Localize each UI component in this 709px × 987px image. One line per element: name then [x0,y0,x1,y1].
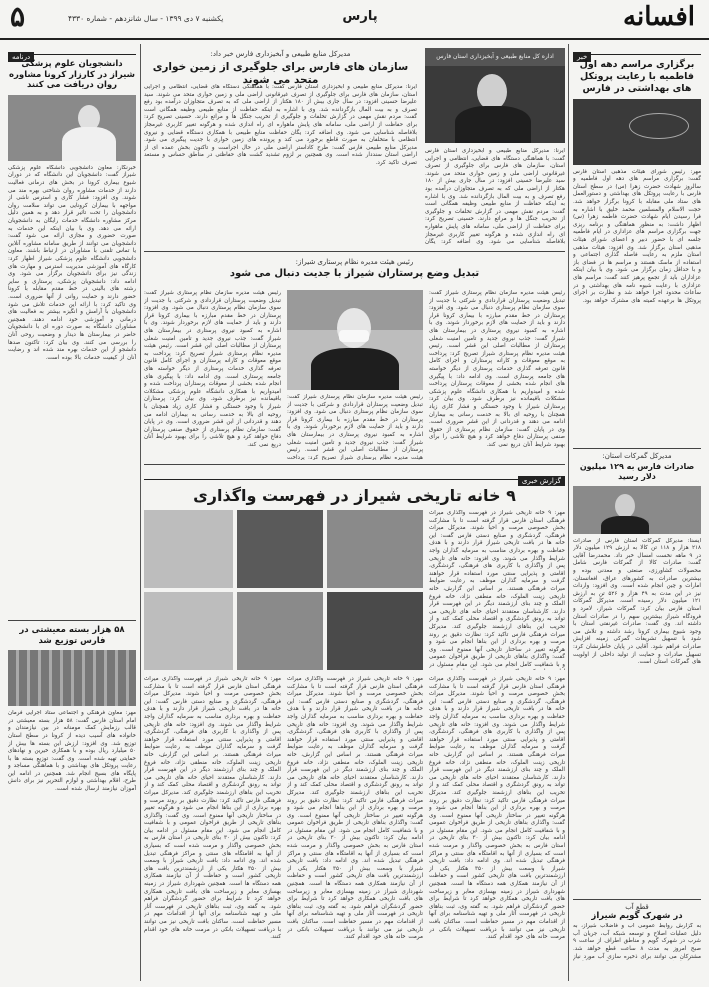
exports-body: ایسنا: مدیرکل گمرکات استان فارس از صادرات ۲۱۸ هزار و ۱۱۸ تن کالا به ارزش ۱۲۹ میلیون دلار در ۹ ماهه نخست امسال خبر داد. محمدرضا آقایی گفت: صادرات کالا از گمرکات فارس شامل محصولات کشاورزی، صنعتی و معدنی بوده و بیشترین صادرات به کشورهای عراق، افغانستان، امارات و چین انجام شده است. وی افزود: واردات نیز در این مدت به ۴۹ هزار و ۵۲۶ تن به ارزش ۱۲۱ میلیون دلار رسیده است. مدیرکل گمرکات استان فارس بیان کرد: گمرکات شیراز، لامرد و فرودگاه شیراز بیشترین سهم را در صادرات استان داشته اند. وی گفت: صادرات غیرنفتی استان با وجود شیوع بیماری کرونا رشد داشته و تلاش می شود با تسهیل تشریفات گمرکی زمینه افزایش صادرات فراهم شود. آقایی در پایان خاطرنشان کرد: تسهیل صادرات و حمایت از تولید داخلی از اولویت های گمرکات استان است. [573,537,701,666]
dateline: یکشنبه ۷ دی ۱۳۹۹ - سال شانزدهم - شماره ۴۳۳۰ [68,14,224,23]
heritage-headline: ۹ خانه تاریخی شیراز در فهرست واگذاری [193,486,516,505]
section-title: پارس [342,9,378,24]
nurses-kicker: رئیس هیئت مدیره نظام پرستاری شیراز: [295,258,414,266]
heritage-body-col3: مهر: ۹ خانه تاریخی شیراز در فهرست واگذاری میراث فرهنگی استان فارس قرار گرفته است تا با مشارکت بخش خصوصی مرمت و احیا شوند. مدیرکل میراث فرهنگی، گردشگری و صنایع دستی فارس گفت: این خانه ها در بافت تاریخی شیراز قرار دارند و با هدف حفاظت و بهره برداری مناسب به سرمایه گذاران واجد شرایط واگذار می شوند. وی افزود: خانه های تاریخی پس از واگذاری با کاربری های فرهنگی، گردشگری، اقامتی و پذیرایی سنتی مورد استفاده قرار خواهند گرفت و سرمایه گذاران موظف به رعایت ضوابط میراث فرهنگی هستند. بر اساس این گزارش، خانه تاریخی زینت الملوک، خانه منطقی نژاد، خانه فروغ الملک و چند بنای ارزشمند دیگر در این فهرست قرار دارند. کارشناسان معتقدند احیای خانه های تاریخی می تواند به رونق گردشگری و اقتصاد محلی کمک کند و از تخریب این بناهای ارزشمند جلوگیری کند. مدیرکل میراث فرهنگی فارس تاکید کرد: نظارت دقیق بر روند مرمت و بهره برداری از این بناها انجام می شود و هرگونه تغییر در ساختار تاریخی آنها ممنوع است. وی گفت: واگذاری بناهای تاریخی از طریق فراخوان عمومی و با شفافیت کامل انجام می شود. این مقام مسئول در ادامه بیان کرد: تاکنون بیش از ۳۰ بنای تاریخی در استان فارس به بخش خصوصی واگذار و مرمت شده است که بسیاری از آنها به اقامتگاه های سنتی و مراکز فرهنگی تبدیل شده اند. وی ادامه داد: بافت تاریخی شیراز با وسعت بیش از ۳۵۰ هکتار یکی از ارزشمندترین بافت های تاریخی کشور است و حفاظت از آن نیازمند همکاری همه دستگاه ها است. همچنین شهرداری شیراز در زمینه بهسازی معابر و زیرساخت های بافت تاریخی همکاری خواهد کرد تا شرایط برای حضور گردشگران فراهم شود. به گفته وی، ثبت بناهای تاریخی در فهرست آثار ملی و تهیه شناسنامه برای آنها از اقدامات مهم در مسیر حفاظت است. ساکنان بافت تاریخی نیز می توانند با دریافت تسهیلات بانکی در مرمت خانه های خود اقدام کنند. [144,676,281,941]
middle-column [144,44,565,981]
section-tag: خبر [573,52,591,62]
aid-packages-photo [8,650,136,706]
heritage-photo-hall [237,510,323,588]
land-story-header [144,48,417,87]
heritage-photo-pool [237,592,323,670]
left-tagbar [8,44,136,61]
aid-headline: ۵۸ هزار بسته معیشتی در فارس توزیع شد [19,624,125,646]
water-headline: در شهرک گویم شیراز [591,910,683,921]
nurses-body-left: رئیس هیئت مدیره سازمان نظام پرستاری شیراز گفت: تبدیل وضعیت پرستاران قراردادی و شرکتی با جدیت از سوی سازمان نظام پرستاری دنبال می شود. وی افزود: پرستاران در خط مقدم مبارزه با بیماری کرونا قرار دارند و باید از حمایت های لازم برخوردار شوند. وی با اشاره به کمبود نیروی پرستاری در بیمارستان های شیراز گفت: جذب نیروی جدید و تامین امنیت شغلی پرستاران از مطالبات اصلی این قشر است. رئیس هیئت مدیره نظام پرستاری شیراز تصریح کرد: پرداخت به موقع معوقات و کارانه پرستاران و اجرای کامل قانون تعرفه گذاری خدمات پرستاری از دیگر خواسته های جامعه پرستاری است. وی ادامه داد: با پیگیری های انجام شده بخشی از معوقات پرستاران پرداخت شده و امیدواریم با همکاری دانشگاه علوم پزشکی مشکلات باقیمانده نیز برطرف شود. وی بیان کرد: پرستاران شیراز با وجود خستگی و فشار کاری زیاد همچنان با روحیه ای بالا به خدمت رسانی به بیماران ادامه می دهند و قدردانی از این قشر ضروری است. وی در پایان گفت: سازمان نظام پرستاری از حقوق صنفی پرستاران دفاع خواهد کرد و هیچ تلاشی را برای بهبود شرایط آنان دریغ نمی کند. [144,290,281,448]
heritage-photo-interior [327,592,423,670]
calligraphy-emblem [629,113,689,139]
land-story-photo [425,48,565,143]
heritage-story [144,468,565,981]
masthead [0,0,709,40]
fatemiyeh-headline: برگزاری مراسم دهه اول فاطمیه با رعایت پروتکل های بهداشتی در فارس [579,59,695,94]
heritage-photo-courtyard [327,510,423,588]
water-kicker: قطع آب [625,902,649,911]
portrait-torso [601,516,649,534]
land-body: ایرنا: مدیرکل منابع طبیعی و آبخیزداری استان فارس گفت: با هماهنگی دستگاه های قضایی، انتظامی و اجرایی استان، سازمان های فارس برای جلوگیری از تصرف غیرقانونی اراضی ملی و زمین خواری متحد می شوند. سید علیرضا حسینی افزود: در سال جاری بیش از ۱۸۰ هکتار از اراضی ملی که به تصرف متجاوزان درآمده بود رفع تصرف و به بیت المال بازگردانده شد. وی با اشاره به اینکه حفاظت از منابع طبیعی وظیفه همگانی است گفت: مردم نقش مهمی در گزارش تخلفات و جلوگیری از تخریب جنگل ها و مراتع دارند. حسینی تصریح کرد: برای حفاظت از اراضی ملی، سامانه های پایش ماهواره ای راه اندازی شده و هرگونه تغییر کاربری غیرمجاز بلافاصله شناسایی می شود. وی اضافه کرد: یگان حفاظت منابع طبیعی با همکاری دستگاه قضایی و نیروی انتظامی با متخلفان به صورت قاطع برخورد می کند و پرونده های زمین خواری با جدیت پیگیری می شود. مدیرکل منابع طبیعی فارس گفت: طرح کاداستر اراضی ملی در حال اجراست و تاکنون بخش عمده ای از اراضی استان سنددار شده است. وی همچنین بر لزوم تشدید گشت های حفاظتی در مناطق حساس و مستعد تصرف تاکید کرد. [144,84,417,166]
student-gown [62,127,116,161]
nurses-body: رئیس هیئت مدیره سازمان نظام پرستاری شیراز گفت: تبدیل وضعیت پرستاران قراردادی و شرکتی با جدیت از سوی سازمان نظام پرستاری دنبال می شود. وی افزود: پرستاران در خط مقدم مبارزه با بیماری کرونا قرار دارند و باید از حمایت های لازم برخوردار شوند. وی با اشاره به کمبود نیروی پرستاری در بیمارستان های شیراز گفت: جذب نیروی جدید و تامین امنیت شغلی پرستاران از مطالبات اصلی این قشر است. رئیس هیئت مدیره نظام پرستاری شیراز تصریح کرد: پرداخت به موقع معوقات و کارانه پرستاران و اجرای کامل قانون تعرفه گذاری خدمات پرستاری از دیگر خواسته های جامعه پرستاری است. وی ادامه داد: با پیگیری های انجام شده بخشی از معوقات پرستاران پرداخت شده و امیدواریم با همکاری دانشگاه علوم پزشکی مشکلات باقیمانده نیز برطرف شود. وی بیان کرد: پرستاران شیراز با وجود خستگی و فشار کاری زیاد همچنان با روحیه ای بالا به خدمت رسانی به بیماران ادامه می دهند و قدردانی از این قشر ضروری است. وی در پایان گفت: سازمان نظام پرستاری از حقوق صنفی پرستاران دفاع خواهد کرد و هیچ تلاشی را برای بهبود شرایط آنان دریغ نمی کند. [429,290,565,448]
left-column [8,44,136,981]
land-body-continued: ایرنا: مدیرکل منابع طبیعی و آبخیزداری استان فارس گفت: با هماهنگی دستگاه های قضایی، انتظامی و اجرایی استان، سازمان های فارس برای جلوگیری از تصرف غیرقانونی اراضی ملی و زمین خواری متحد می شوند. سید علیرضا حسینی افزود: در سال جاری بیش از ۱۸۰ هکتار از اراضی ملی که به تصرف متجاوزان درآمده بود رفع تصرف و به بیت المال بازگردانده شد. وی با اشاره به اینکه حفاظت از منابع طبیعی وظیفه همگانی است گفت: مردم نقش مهمی در گزارش تخلفات و جلوگیری از تخریب جنگل ها و مراتع دارند. حسینی تصریح کرد: برای حفاظت از اراضی ملی، سامانه های پایش ماهواره ای راه اندازی شده و هرگونه تغییر کاربری غیرمجاز بلافاصله شناسایی می شود. وی اضافه کرد: یگان [425,148,565,246]
page-number: ۵ [10,0,26,33]
portrait-torso [455,106,531,143]
land-headline: سازمان های فارس برای جلوگیری از زمین خواری متحد می شوند [152,61,409,87]
divider [573,448,701,449]
divider [144,251,565,252]
land-story [144,44,565,249]
students-body: خبرنگار: معاون دانشجویی دانشگاه علوم پزشکی شیراز گفت: دانشجویان این دانشگاه که در دوران شیوع بیماری کرونا در بخش های درمانی فعالیت دارند از خدمات مشاوره روان شناختی بهره مند می شوند. وی افزود: فشار کاری و استرس ناشی از مواجهه با بیماران کرونایی می تواند سلامت روان دانشجویان را تحت تاثیر قرار دهد و به همین دلیل مرکز مشاوره دانشگاه خدمات رایگان به دانشجویان ارائه می دهد. وی با بیان اینکه این خدمات به صورت حضوری و مجازی ارائه می شود گفت: دانشجویان می توانند از طریق سامانه مشاوره آنلاین یا تماس تلفنی با مشاوران در ارتباط باشند. معاون دانشجویی دانشگاه علوم پزشکی شیراز اظهار کرد: کارگاه های آموزشی مدیریت استرس و مهارت های زندگی نیز برای دانشجویان برگزار می شود. وی ادامه داد: دانشجویان پزشکی، پرستاری و سایر رشته های بالینی در خط مقدم مقابله با کرونا حضور دارند و حمایت روانی از آنها ضروری است. وی تاکید کرد: با ارائه این خدمات تلاش می شود دانشجویان با آرامش و انگیزه بیشتر به فعالیت های درمانی و آموزشی خود ادامه دهند. همچنین مشاوران دانشگاه به صورت دوره ای با دانشجویان حاضر در بیمارستان ها دیدار و وضعیت روحی آنان را بررسی می کنند. وی بیان کرد: تاکنون صدها دانشجو از این خدمات بهره مند شده اند و رضایت آنان از کیفیت خدمات بالا بوده است. [8,164,136,361]
column-rule [568,44,569,981]
face-mask [339,330,369,342]
fatemiyeh-body: مهر: رئیس شورای هیئات مذهبی استان فارس گفت: برگزاری مراسم های دهه اول فاطمیه و سالروز شهادت حضرت زهرا (س) در سطح استان فارس با رعایت پروتکل های بهداشتی و دستورالعمل های ستاد ملی مقابله با کرونا برگزار خواهد شد. حجت الاسلام والمسلمین محمد خلیق با اشاره به فرا رسیدن ایام شهادت حضرت فاطمه زهرا (س) اظهار داشت: به منظور هماهنگی و برنامه ریزی جهت برگزاری مراسم های عزاداری در ایام فاطمیه جلسه ای با حضور دبیر و اعضای شورای هیئات مذهبی استان برگزار شد. وی افزود: هیئات مذهبی استان ملزم به رعایت فاصله گذاری اجتماعی و استفاده از ماسک هستند و مراسم ها در فضای باز و با حداقل زمان برگزار می شود. وی با بیان اینکه عزاداران باید از تجمع پرهیز کنند گفت: مراسم های عزاداری با رعایت شیوه نامه های بهداشتی و در ساعات محدود اجرا خواهد شد و نظارت بر اجرای پروتکل ها برعهده کمیته های مشترک خواهد بود. [573,168,701,304]
exports-kicker: مدیرکل گمرکات استان: [602,451,672,460]
exports-photo [573,486,701,534]
heritage-body-intro: مهر: ۹ خانه تاریخی شیراز در فهرست واگذاری میراث فرهنگی استان فارس قرار گرفته است تا با مشارکت بخش خصوصی مرمت و احیا شوند. مدیرکل میراث فرهنگی، گردشگری و صنایع دستی فارس گفت: این خانه ها در بافت تاریخی شیراز قرار دارند و با هدف حفاظت و بهره برداری مناسب به سرمایه گذاران واجد شرایط واگذار می شوند. وی افزود: خانه های تاریخی پس از واگذاری با کاربری های فرهنگی، گردشگری، اقامتی و پذیرایی سنتی مورد استفاده قرار خواهند گرفت و سرمایه گذاران موظف به رعایت ضوابط میراث فرهنگی هستند. بر اساس این گزارش، خانه تاریخی زینت الملوک، خانه منطقی نژاد، خانه فروغ الملک و چند بنای ارزشمند دیگر در این فهرست قرار دارند. کارشناسان معتقدند احیای خانه های تاریخی می تواند به رونق گردشگری و اقتصاد محلی کمک کند و از تخریب این بناهای ارزشمند جلوگیری کند. مدیرکل میراث فرهنگی فارس تاکید کرد: نظارت دقیق بر روند مرمت و بهره برداری از این بناها انجام می شود و هرگونه تغییر در ساختار تاریخی آنها ممنوع است. وی گفت: واگذاری بناهای تاریخی از طریق فراخوان عمومی و با شفافیت کامل انجام می شود. این مقام مسئول در [429,510,565,668]
right-tagbar [573,44,701,61]
portrait-face [337,308,371,348]
nurses-story [144,256,565,462]
right-column [573,44,701,981]
column-rule [140,44,141,981]
report-tag: گزارش خبری [518,476,565,486]
heritage-body-col1: مهر: ۹ خانه تاریخی شیراز در فهرست واگذاری میراث فرهنگی استان فارس قرار گرفته است تا با مشارکت بخش خصوصی مرمت و احیا شوند. مدیرکل میراث فرهنگی، گردشگری و صنایع دستی فارس گفت: این خانه ها در بافت تاریخی شیراز قرار دارند و با هدف حفاظت و بهره برداری مناسب به سرمایه گذاران واجد شرایط واگذار می شوند. وی افزود: خانه های تاریخی پس از واگذاری با کاربری های فرهنگی، گردشگری، اقامتی و پذیرایی سنتی مورد استفاده قرار خواهند گرفت و سرمایه گذاران موظف به رعایت ضوابط میراث فرهنگی هستند. بر اساس این گزارش، خانه تاریخی زینت الملوک، خانه منطقی نژاد، خانه فروغ الملک و چند بنای ارزشمند دیگر در این فهرست قرار دارند. کارشناسان معتقدند احیای خانه های تاریخی می تواند به رونق گردشگری و اقتصاد محلی کمک کند و از تخریب این بناهای ارزشمند جلوگیری کند. مدیرکل میراث فرهنگی فارس تاکید کرد: نظارت دقیق بر روند مرمت و بهره برداری از این بناها انجام می شود و هرگونه تغییر در ساختار تاریخی آنها ممنوع است. وی گفت: واگذاری بناهای تاریخی از طریق فراخوان عمومی و با شفافیت کامل انجام می شود. این مقام مسئول در ادامه بیان کرد: تاکنون بیش از ۳۰ بنای تاریخی در استان فارس به بخش خصوصی واگذار و مرمت شده است که بسیاری از آنها به اقامتگاه های سنتی و مراکز فرهنگی تبدیل شده اند. وی ادامه داد: بافت تاریخی شیراز با وسعت بیش از ۳۵۰ هکتار یکی از ارزشمندترین بافت های تاریخی کشور است و حفاظت از آن نیازمند همکاری همه دستگاه ها است. همچنین شهرداری شیراز در زمینه بهسازی معابر و زیرساخت های بافت تاریخی همکاری خواهد کرد تا شرایط برای حضور گردشگران فراهم شود. به گفته وی، ثبت بناهای تاریخی در فهرست آثار ملی و تهیه شناسنامه برای آنها از اقدامات مهم در مسیر حفاظت است. ساکنان بافت تاریخی نیز می توانند با دریافت تسهیلات بانکی در مرمت خانه های خود اقدام کنند. [429,676,565,941]
students-headline: دانشجویان علوم پزشکی شیراز در کارزار کرونا مشاوره روان دریافت می کنند [9,59,135,91]
heritage-tagbar [144,468,565,485]
exports-headline: صادرات فارس به ۱۲۹ میلیون دلار رسید [579,461,695,481]
photo-sign: اداره کل منابع طبیعی و آبخیزداری استان فارس [425,48,565,66]
section-tag: درنامه [8,52,34,62]
portrait-face [477,74,507,110]
fatemiyeh-photo [573,99,701,165]
students-photo [8,95,136,161]
nurses-body-mid: رئیس هیئت مدیره سازمان نظام پرستاری شیراز گفت: تبدیل وضعیت پرستاران قراردادی و شرکتی با جدیت از سوی سازمان نظام پرستاری دنبال می شود. وی افزود: پرستاران در خط مقدم مبارزه با بیماری کرونا قرار دارند و باید از حمایت های لازم برخوردار شوند. وی با اشاره به کمبود نیروی پرستاری در بیمارستان های شیراز گفت: جذب نیروی جدید و تامین امنیت شغلی پرستاران از مطالبات اصلی این قشر است. رئیس هیئت مدیره نظام پرستاری شیراز تصریح کرد: پرداخت [287,394,423,460]
divider [8,620,136,621]
portrait-torso [311,348,399,390]
nurses-headline: تبدیل وضع پرستاران شیراز با جدیت دنبال می شود [229,268,480,279]
newspaper-logo: افسانه [623,2,695,32]
aid-body: مهر: معاون فرهنگی و اجتماعی ستاد اجرایی فرمان امام استان فارس گفت: ۵۸ هزار بسته معیشتی در قالب رزمایش کمک مومنانه در بین نیازمندان و خانواده های آسیب دیده از کرونا در سطح استان توزیع شد. وی افزود: ارزش این بسته ها بیش از ۵۰ میلیارد ریال بوده و با همکاری خیرین و نهادهای حمایتی تهیه شده است. وی گفت: توزیع بسته ها با رعایت پروتکل های بهداشتی و با هماهنگی مساجد و پایگاه های بسیج انجام شد. همچنین در ادامه این طرح، اقلام بهداشتی و لوازم التحریر نیز برای دانش آموزان نیازمند ارسال شده است. [8,710,136,793]
heritage-body-col2: مهر: ۹ خانه تاریخی شیراز در فهرست واگذاری میراث فرهنگی استان فارس قرار گرفته است تا با مشارکت بخش خصوصی مرمت و احیا شوند. مدیرکل میراث فرهنگی، گردشگری و صنایع دستی فارس گفت: این خانه ها در بافت تاریخی شیراز قرار دارند و با هدف حفاظت و بهره برداری مناسب به سرمایه گذاران واجد شرایط واگذار می شوند. وی افزود: خانه های تاریخی پس از واگذاری با کاربری های فرهنگی، گردشگری، اقامتی و پذیرایی سنتی مورد استفاده قرار خواهند گرفت و سرمایه گذاران موظف به رعایت ضوابط میراث فرهنگی هستند. بر اساس این گزارش، خانه تاریخی زینت الملوک، خانه منطقی نژاد، خانه فروغ الملک و چند بنای ارزشمند دیگر در این فهرست قرار دارند. کارشناسان معتقدند احیای خانه های تاریخی می تواند به رونق گردشگری و اقتصاد محلی کمک کند و از تخریب این بناهای ارزشمند جلوگیری کند. مدیرکل میراث فرهنگی فارس تاکید کرد: نظارت دقیق بر روند مرمت و بهره برداری از این بناها انجام می شود و هرگونه تغییر در ساختار تاریخی آنها ممنوع است. وی گفت: واگذاری بناهای تاریخی از طریق فراخوان عمومی و با شفافیت کامل انجام می شود. این مقام مسئول در ادامه بیان کرد: تاکنون بیش از ۳۰ بنای تاریخی در استان فارس به بخش خصوصی واگذار و مرمت شده است که بسیاری از آنها به اقامتگاه های سنتی و مراکز فرهنگی تبدیل شده اند. وی ادامه داد: بافت تاریخی شیراز با وسعت بیش از ۳۵۰ هکتار یکی از ارزشمندترین بافت های تاریخی کشور است و حفاظت از آن نیازمند همکاری همه دستگاه ها است. همچنین شهرداری شیراز در زمینه بهسازی معابر و زیرساخت های بافت تاریخی همکاری خواهد کرد تا شرایط برای حضور گردشگران فراهم شود. به گفته وی، ثبت بناهای تاریخی در فهرست آثار ملی و تهیه شناسنامه برای آنها از اقدامات مهم در مسیر حفاظت است. ساکنان بافت تاریخی نیز می توانند با دریافت تسهیلات بانکی در مرمت خانه های خود اقدام کنند. [287,676,423,941]
land-kicker: مدیرکل منابع طبیعی و آبخیزداری فارس خبر داد: [210,50,351,58]
divider [144,464,565,465]
heritage-photo-grid [144,510,423,670]
portrait-face [615,494,635,518]
heritage-photo-windows [144,592,233,670]
heritage-photo-facade [144,510,233,588]
water-body: به گزارش روابط عمومی آب و فاضلاب شیراز، به دلیل عملیات اصلاح و توسعه شبکه آب، جریان آب شرب در شهرک گویم و مناطق اطراف از ساعت ۹ صبح امروز به مدت ۸ ساعت قطع خواهد شد. مشترکان می توانند برای ذخیره سازی آب مورد نیاز [573,923,701,960]
divider [573,899,701,900]
nurses-photo [287,290,423,390]
